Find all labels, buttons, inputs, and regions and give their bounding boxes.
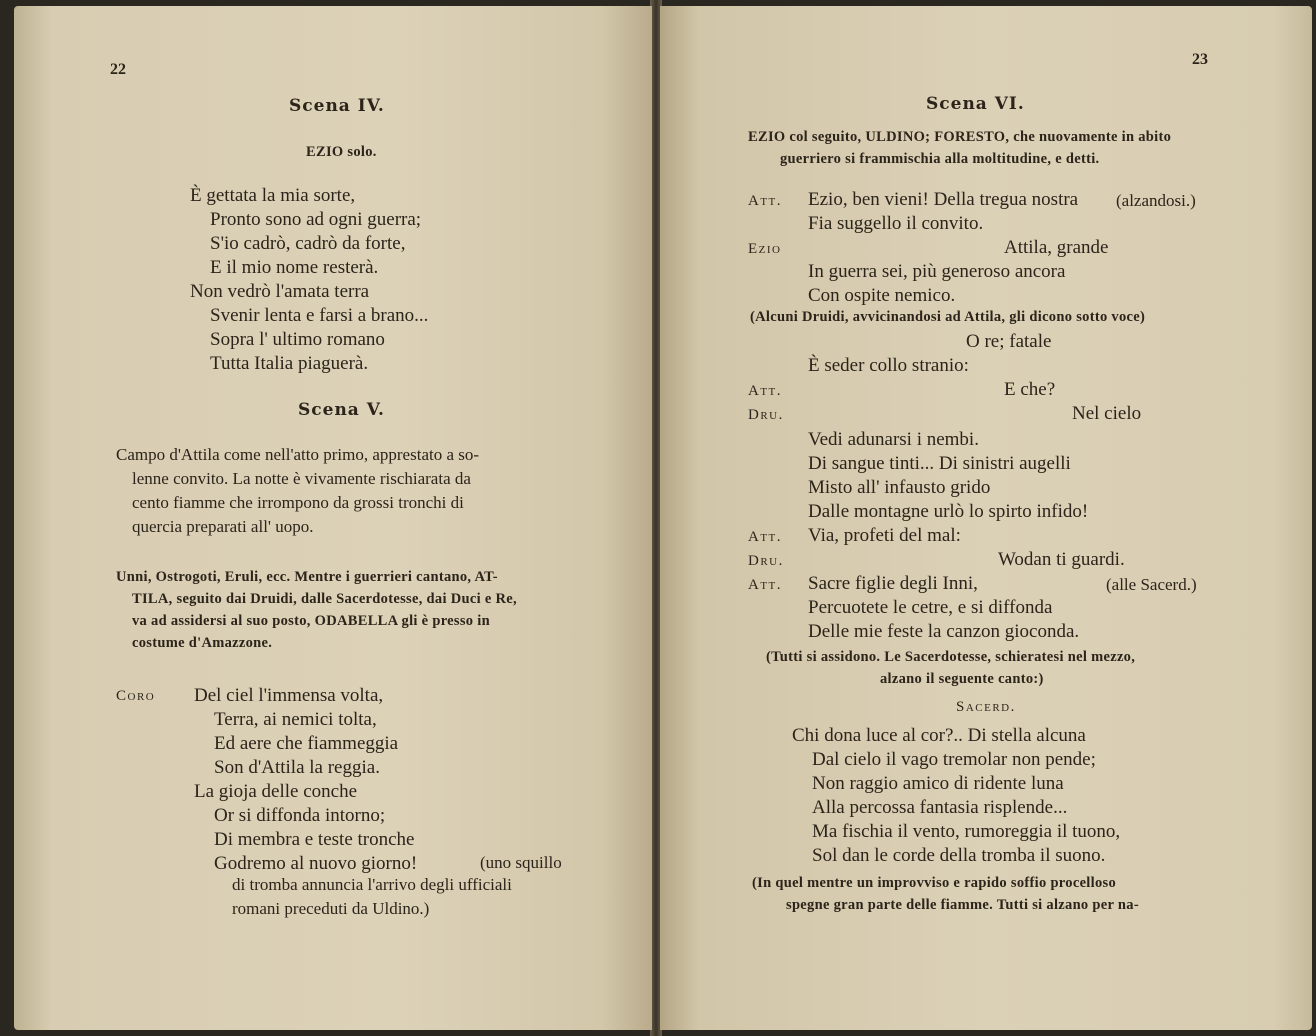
verse-line: È gettata la mia sorte, [190, 185, 356, 206]
direction-line: va ad assidersi al suo posto, ODABELLA gli è presso in [132, 613, 490, 629]
dialogue-line: Misto all' infausto grido [808, 477, 991, 498]
dialogue-line: Delle mie feste la canzon gioconda. [808, 621, 1080, 642]
setting-line: cento fiamme che irrompono da grossi tronchi di [132, 493, 464, 512]
verse-line: Ed aere che fiammeggia [214, 733, 399, 754]
direction-line: (Alcuni Druidi, avvicinandosi ad Attila, gli dicono sotto voce) [750, 309, 1146, 325]
setting-line: quercia preparati all' uopo. [132, 517, 314, 536]
direction-line: EZIO col seguito, ULDINO; FORESTO, che nuovamente in abito [748, 129, 1172, 145]
dialogue-line: È seder collo stranio: [808, 355, 969, 376]
setting-line: Campo d'Attila come nell'atto primo, apprestato a so- [116, 445, 480, 464]
speaker-name: Att. [748, 529, 783, 545]
speaker-name: Att. [748, 193, 783, 209]
dialogue-line: Percuotete le cetre, e si diffonda [808, 597, 1053, 618]
aside: (alzandosi.) [1116, 191, 1196, 210]
direction-line: (In quel mentre un improvviso e rapido soffio procelloso [752, 875, 1117, 891]
scene-title: Scena V. [298, 400, 385, 420]
dialogue-line: Wodan ti guardi. [998, 549, 1125, 570]
dialogue-line: O re; fatale [966, 331, 1052, 352]
aside: (alle Sacerd.) [1106, 575, 1197, 594]
verse-line: La gioja delle conche [194, 781, 358, 802]
song-line: Ma fischia il vento, rumoreggia il tuono, [812, 821, 1121, 842]
setting-line: lenne convito. La notte è vivamente rischiarata da [132, 469, 471, 488]
left-page [14, 6, 652, 1030]
dialogue-line: Via, profeti del mal: [808, 525, 961, 546]
stage-direction: di tromba annuncia l'arrivo degli ufficiali [232, 875, 512, 894]
direction-line: costume d'Amazzone. [132, 635, 273, 651]
speaker-name: Dru. [748, 407, 784, 423]
direction-line: Unni, Ostrogoti, Eruli, ecc. Mentre i guerrieri cantano, AT- [116, 569, 498, 585]
dialogue-line: Attila, grande [1004, 237, 1109, 258]
verse-line: Sopra l' ultimo romano [210, 329, 385, 350]
page-number: 22 [110, 61, 126, 78]
stage-direction: romani preceduti da Uldino.) [232, 899, 430, 918]
dialogue-line: Nel cielo [1072, 403, 1142, 424]
verse-line: Terra, ai nemici tolta, [214, 709, 377, 730]
verse-line: Del ciel l'immensa volta, [194, 685, 384, 706]
stage-direction: (uno squillo [480, 853, 562, 872]
verse-line: Non vedrò l'amata terra [190, 281, 370, 302]
direction-line: TILA, seguito dai Druidi, dalle Sacerdotesse, dai Duci e Re, [132, 591, 517, 607]
speaker-name: Dru. [748, 553, 784, 569]
dialogue-line: Di sangue tinti... Di sinistri augelli [808, 453, 1071, 474]
right-page [660, 6, 1312, 1030]
song-line: Chi dona luce al cor?.. Di stella alcuna [792, 725, 1086, 746]
speaker-name: Att. [748, 383, 783, 399]
song-line: Non raggio amico di ridente luna [812, 773, 1064, 794]
dialogue-line: In guerra sei, più generoso ancora [808, 261, 1066, 282]
verse-line: Godremo al nuovo giorno! [214, 853, 418, 874]
dialogue-line: Sacre figlie degli Inni, [808, 573, 978, 594]
verse-line: Tutta Italia piaguerà. [210, 353, 369, 374]
direction-line: spegne gran parte delle fiamme. Tutti si alzano per na- [786, 897, 1139, 913]
direction-line: (Tutti si assidono. Le Sacerdotesse, schieratesi nel mezzo, [766, 649, 1136, 665]
dialogue-line: Fia suggello il convito. [808, 213, 984, 234]
verse-line: Pronto sono ad ogni guerra; [210, 209, 422, 230]
dialogue-line: Ezio, ben vieni! Della tregua nostra [808, 189, 1079, 210]
verse-line: Son d'Attila la reggia. [214, 757, 380, 778]
speaker-name: Ezio [748, 241, 782, 257]
scene-title: Scena IV. [289, 96, 385, 116]
verse-line: Di membra e teste tronche [214, 829, 415, 850]
stage-direction: EZIO solo. [306, 144, 377, 160]
speaker-name: Att. [748, 577, 783, 593]
verse-line: E il mio nome resterà. [210, 257, 379, 278]
verse-line: S'io cadrò, cadrò da forte, [210, 233, 406, 254]
page-number: 23 [1192, 51, 1208, 68]
song-line: Dal cielo il vago tremolar non pende; [812, 749, 1096, 770]
dialogue-line: E che? [1004, 379, 1056, 400]
dialogue-line: Con ospite nemico. [808, 285, 956, 306]
dialogue-line: Vedi adunarsi i nembi. [808, 429, 979, 450]
speaker-name: Sacerd. [956, 699, 1016, 715]
speaker-name: Coro [116, 688, 156, 704]
direction-line: guerriero si frammischia alla moltitudine, e detti. [780, 151, 1100, 167]
direction-line: alzano il seguente canto:) [880, 671, 1044, 687]
song-line: Sol dan le corde della tromba il suono. [812, 845, 1106, 866]
verse-line: Or si diffonda intorno; [214, 805, 386, 826]
song-line: Alla percossa fantasia risplende... [812, 797, 1068, 818]
verse-line: Svenir lenta e farsi a brano... [210, 305, 429, 326]
dialogue-line: Dalle montagne urlò lo spirto infido! [808, 501, 1089, 522]
scene-title: Scena VI. [926, 94, 1025, 114]
